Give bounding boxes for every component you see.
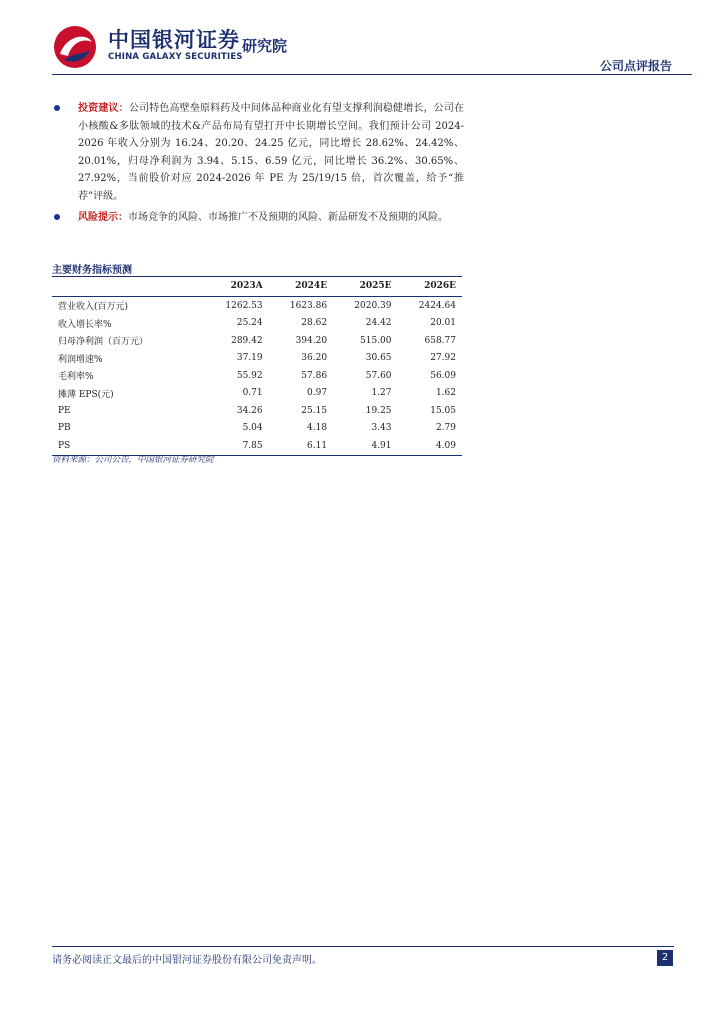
table-cell: 25.24	[236, 318, 263, 329]
table-cell: 27.92	[430, 353, 456, 364]
table-cell: 289.42	[231, 335, 263, 346]
table-cell: 4.18	[307, 423, 328, 434]
table-cell: 4.09	[398, 437, 462, 455]
row-label: 营业收入(百万元)	[58, 302, 129, 313]
bullet-title: 投资建议：	[78, 103, 129, 114]
row-label: 毛利率%	[58, 372, 94, 383]
table-cell: 15.05	[430, 405, 456, 416]
table-cell: 25.15	[301, 405, 328, 416]
bullet-dot-icon	[54, 214, 60, 220]
table-source-note: 资料来源：公司公告，中国银河证券研究院	[52, 455, 214, 465]
table-cell: 24.42	[365, 318, 392, 329]
table-row	[52, 420, 462, 438]
galaxy-logo-icon	[52, 24, 98, 70]
table-cell: 1623.86	[289, 300, 328, 311]
table-row	[52, 402, 462, 420]
table-title: 主要财务指标预测	[52, 265, 132, 276]
report-type-label: 公司点评报告	[599, 59, 672, 73]
table-cell: 1.27	[371, 388, 392, 399]
table-cell: 2.79	[435, 423, 456, 434]
row-label: 归母净利润（百万元）	[58, 337, 149, 348]
table-cell: 55.92	[236, 370, 263, 381]
table-cell: 1262.53	[225, 300, 263, 311]
page-number-badge: 2	[657, 950, 673, 966]
row-label: 摊薄 EPS(元)	[58, 389, 114, 400]
table-cell: 394.20	[295, 335, 328, 346]
row-label: 利润增速%	[58, 354, 103, 365]
table-cell: 36.20	[301, 353, 328, 364]
table-row	[52, 367, 462, 385]
table-row	[52, 297, 462, 315]
financial-forecast-table	[52, 276, 462, 456]
column-header: 2024E	[269, 277, 333, 297]
table-cell: 34.26	[236, 405, 263, 416]
table-row	[52, 385, 462, 403]
logo-chinese-name: 中国银河证券	[108, 28, 240, 52]
table-row	[52, 350, 462, 368]
investment-advice-bullet	[52, 100, 464, 205]
row-label: 收入增长率%	[58, 319, 112, 330]
table-cell: 57.60	[365, 370, 392, 381]
table-cell: 3.43	[371, 423, 392, 434]
table-cell: 37.19	[236, 353, 263, 364]
column-header: 2023A	[204, 277, 268, 297]
table-row	[52, 332, 462, 350]
table-cell: 2020.39	[354, 300, 392, 311]
table-cell: 20.01	[430, 318, 456, 329]
table-cell: 658.77	[424, 335, 456, 346]
table-cell: 19.25	[365, 405, 392, 416]
bullet-title: 风险提示：	[78, 212, 128, 223]
table-cell: 30.65	[365, 353, 392, 364]
bullet-text: 市场竞争的风险、市场推广不及预期的风险、新品研发不及预期的风险。	[128, 212, 448, 223]
footer-disclaimer: 请务必阅读正文最后的中国银河证券股份有限公司免责声明。	[52, 955, 322, 966]
table-cell: 2424.64	[418, 300, 456, 311]
column-header	[52, 277, 204, 297]
row-label: PB	[58, 423, 71, 434]
table-cell: 5.04	[242, 423, 263, 434]
table-cell: 0.97	[307, 388, 328, 399]
row-label: PS	[52, 437, 204, 455]
table-cell: 6.11	[269, 437, 333, 455]
table-cell: 56.09	[430, 370, 456, 381]
column-header: 2025E	[333, 277, 397, 297]
logo-english-name: CHINA GALAXY SECURITIES	[108, 52, 243, 62]
row-label: PE	[58, 405, 71, 416]
page-header	[0, 0, 724, 76]
table-cell: 28.62	[301, 318, 328, 329]
table-cell: 1.62	[435, 388, 456, 399]
bullet-dot-icon	[54, 105, 60, 111]
table-row	[52, 315, 462, 333]
header-divider	[52, 74, 692, 75]
table-cell: 0.71	[242, 388, 263, 399]
table-cell: 7.85	[204, 437, 268, 455]
table-header-row	[52, 277, 462, 297]
column-header: 2026E	[398, 277, 462, 297]
institute-label: 研究院	[242, 37, 288, 55]
footer-divider	[52, 946, 674, 947]
table-cell: 515.00	[360, 335, 392, 346]
bullet-text: 公司特色高壁垒原料药及中间体品种商业化有望支撑利润稳健增长，公司在小核酸&多肽领域的技术&产品布局有望打开中长期增长空间。我们预计公司 2024-2026 年收入分别为 16.24、20.20、24.25 亿元，同比增长 28.62%、24.42%、20.01%，归母净利润为 3.94、5.15、6.59 亿元，同比增长 36.2%、30.65%、27.92%，当前股价对应 2024-2026 年 PE 为 25/19/15 倍，首次覆盖，给予“推荐”评级。	[78, 103, 465, 202]
table-cell: 57.86	[301, 370, 328, 381]
summary-bullets	[52, 100, 464, 231]
risk-warning-bullet	[52, 209, 464, 227]
table-cell: 4.91	[333, 437, 397, 455]
